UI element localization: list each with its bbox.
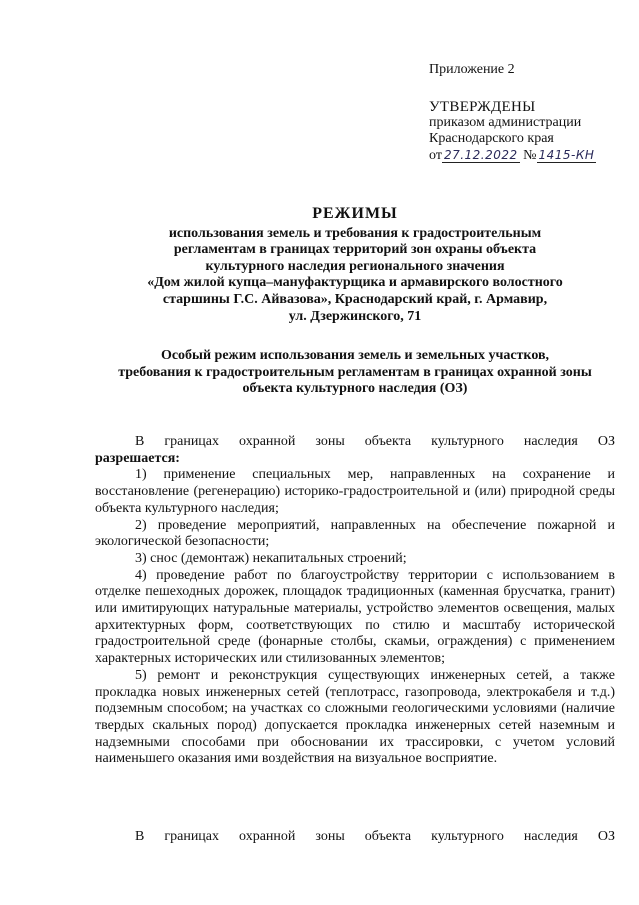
section-heading: Особый режим использования земель и земельных участков, требования к градостроительным регламентам в границах охранной зоны объекта культурного наследия (ОЗ) bbox=[118, 348, 592, 397]
approval-line-2: Краснодарского края bbox=[429, 131, 554, 146]
list-item: 5) ремонт и реконструкция существующих инженерных сетей, а также прокладка новых инженерных сетей (теплотрасс, газопровода, электрокабеля и т.д.) подземным способом; на участках со сложными геологическими условиями (наличие твердых скальных пород) допускается прокладка инженерных сетей наземным и надземными способами при обосновании их трассировки, с учетом условий наименьшего оказания ими воздействия на визуальное восприятие. bbox=[95, 667, 615, 767]
list-item: 2) проведение мероприятий, направленных на обеспечение пожарной и экологической безопасности; bbox=[95, 517, 615, 550]
list-item: 4) проведение работ по благоустройству территории с использованием в отделке пешеходных дорожек, площадок традиционных (каменная брусчатка, гранит) или имитирующих натуральные материалы, устройство элементов освещения, малых архитектурных форм, соответствующих по стилю и масштабу исторической градостроительной среде (фонарные столбы, скамьи, ограждения) с применением характерных исторических или стилизованных элементов; bbox=[95, 567, 615, 667]
approved-heading: УТВЕРЖДЕНЫ bbox=[429, 99, 536, 115]
number-prefix: № bbox=[523, 148, 537, 163]
document-title: РЕЖИМЫ bbox=[312, 205, 398, 222]
approval-line-1: приказом администрации bbox=[429, 115, 582, 130]
document-subtitle: использования земель и требования к градостроительным регламентам в границах территорий зон охраны объекта культурного наследия регионального значения «Дом жилой купца–мануфактурщика и армавирского волостного старшины Г.С. Айвазова», Краснодарский край, г. Армавир, ул. Дзержинского, 71 bbox=[147, 225, 563, 324]
handwritten-number: 1415-КН bbox=[538, 148, 595, 162]
annex-label: Приложение 2 bbox=[429, 62, 515, 77]
intro-bold: разрешается: bbox=[95, 450, 180, 466]
intro-paragraph: В границах охранной зоны объекта культурного наследия ОЗ bbox=[135, 434, 615, 449]
continuation-paragraph: В границах охранной зоны объекта культурного наследия ОЗ bbox=[135, 829, 615, 844]
list-item: 3) снос (демонтаж) некапитальных строений; bbox=[135, 550, 407, 566]
list-item: 1) применение специальных мер, направленных на сохранение и восстановление (регенерацию) историко-градостроительной и (или) природной среды объекта культурного наследия; bbox=[95, 467, 615, 516]
document-title-block bbox=[95, 206, 615, 325]
handwritten-date: 27.12.2022 bbox=[443, 148, 518, 162]
date-prefix: от bbox=[429, 148, 442, 163]
approval-block bbox=[429, 62, 596, 164]
document-body bbox=[95, 434, 615, 768]
approval-date-line bbox=[429, 147, 596, 164]
